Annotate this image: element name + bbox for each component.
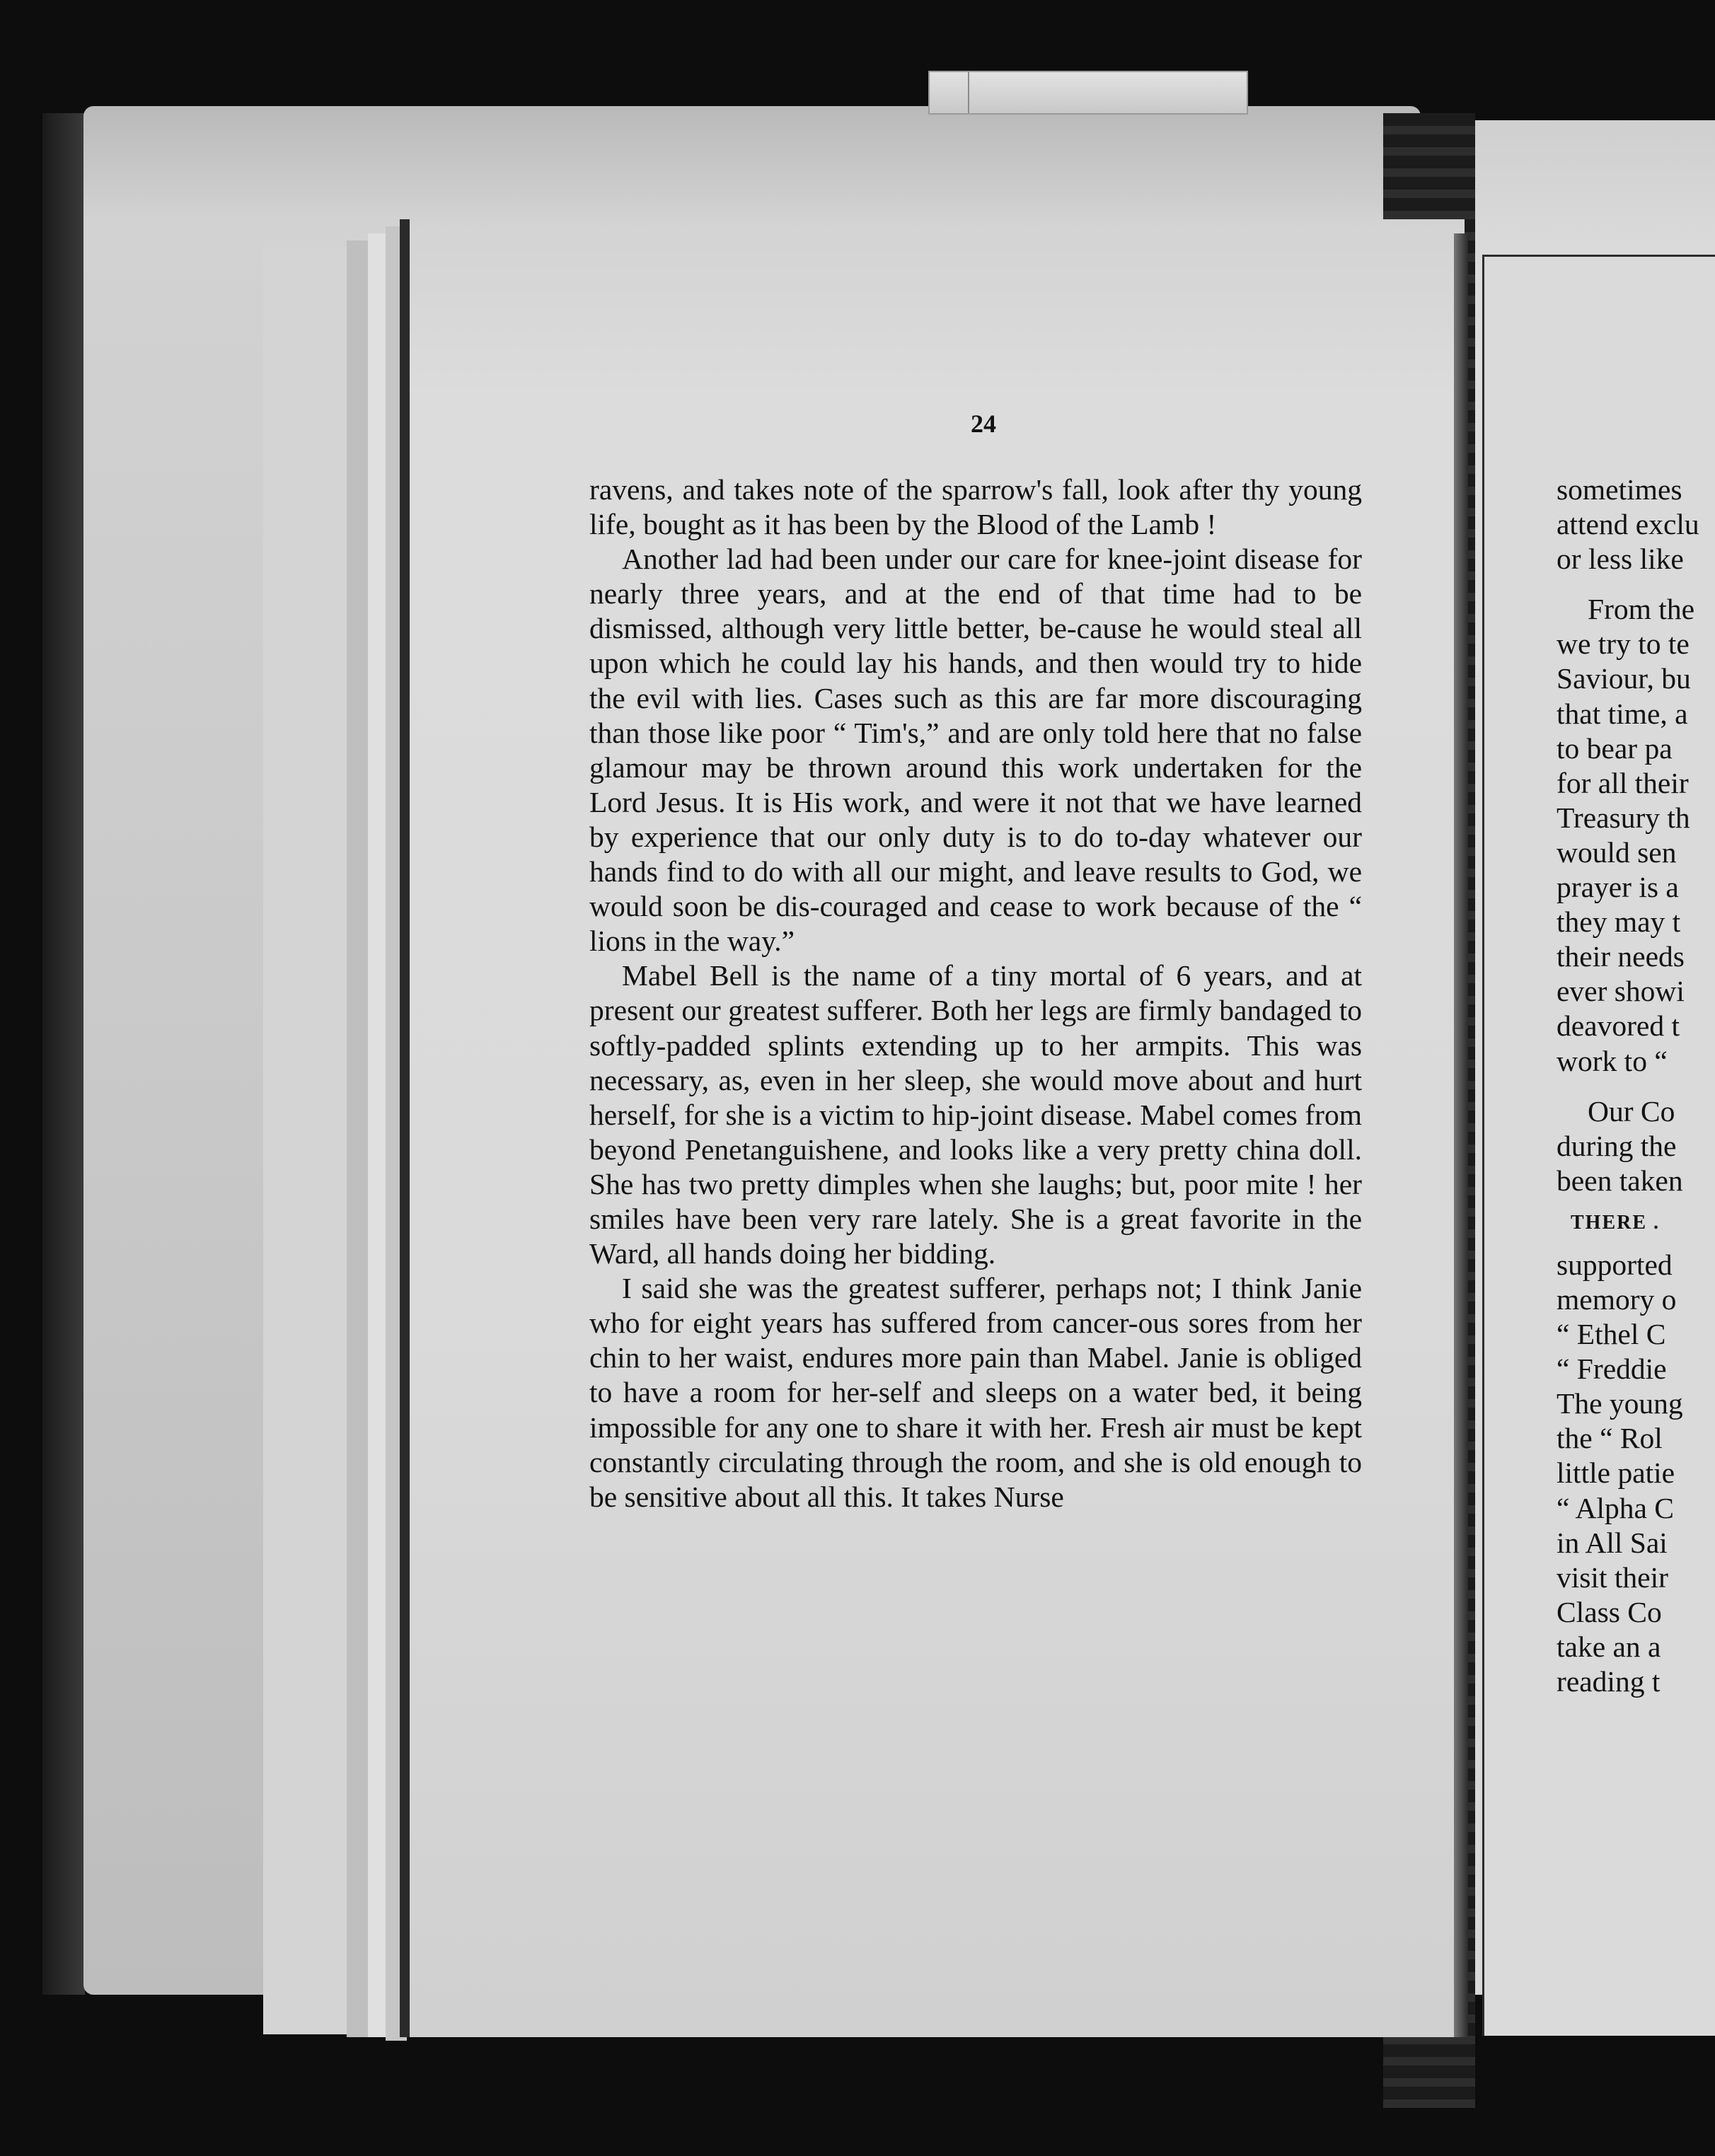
facing-line: visit their bbox=[1557, 1560, 1668, 1594]
section-heading: THERE . bbox=[1571, 1211, 1661, 1234]
facing-line: or less like bbox=[1557, 543, 1684, 576]
facing-page-text bbox=[1557, 473, 1715, 1699]
facing-line: Treasury th bbox=[1557, 801, 1690, 834]
facing-line: in All Sai bbox=[1557, 1526, 1668, 1559]
facing-line: memory o bbox=[1557, 1282, 1677, 1316]
paragraph: Another lad had been under our care for knee-joint disease for nearly three years, and at the end of that time had to be dismissed, although very little better, be-cause he would steal all upon which he could lay his hands, and then would try to hide the evil with lies. Cases such as this are far more discouraging than those like poor “ Tim's,” and are only told here that no false glamour may be thrown around this work undertaken for the Lord Jesus. It is His work, and were it not that we have learned by experience that our only duty is to do to-day whatever our hands find to do with all our might, and leave results to God, we would soon be dis-couraged and cease to work because of the “ lions in the way.” bbox=[589, 543, 1362, 958]
facing-line: deavored t bbox=[1557, 1009, 1680, 1043]
facing-line: would sen bbox=[1557, 835, 1677, 869]
facing-line: for all their bbox=[1557, 766, 1689, 799]
facing-line: Class Co bbox=[1557, 1595, 1662, 1628]
facing-line: their needs bbox=[1557, 940, 1685, 973]
facing-line: The young bbox=[1557, 1387, 1683, 1420]
facing-line: ever showi bbox=[1557, 975, 1685, 1008]
paragraph: I said she was the greatest sufferer, perhaps not; I think Janie who for eight years has suffered from cancer-ous sores from her chin to her waist, endures more pain than Mabel. Janie is obliged to have a room for her-self and sleeps on a water bed, it being impossible for any one to share it with her. Fresh air must be kept constantly circulating through the room, and she is old enough to be sensitive about all this. It takes Nurse bbox=[589, 1272, 1362, 1513]
facing-line: they may t bbox=[1557, 905, 1681, 939]
facing-line: Our Co bbox=[1588, 1094, 1675, 1128]
facing-line: we try to te bbox=[1557, 627, 1690, 661]
facing-line: sometimes bbox=[1557, 473, 1682, 506]
facing-line: “ Ethel C bbox=[1557, 1318, 1666, 1351]
facing-line: “ Alpha C bbox=[1557, 1491, 1674, 1524]
book-shadow bbox=[42, 113, 85, 1995]
page-body-text bbox=[589, 473, 1362, 1514]
facing-line: been taken bbox=[1557, 1164, 1683, 1197]
facing-line: Saviour, bu bbox=[1557, 662, 1691, 695]
facing-line: reading t bbox=[1557, 1665, 1661, 1698]
facing-line: work to “ bbox=[1557, 1044, 1668, 1077]
facing-line: during the bbox=[1557, 1129, 1677, 1162]
facing-line: supported bbox=[1557, 1248, 1673, 1281]
facing-line: little patie bbox=[1557, 1456, 1675, 1490]
facing-line: the “ Rol bbox=[1557, 1422, 1663, 1455]
facing-line: From the bbox=[1588, 593, 1695, 626]
paragraph: ravens, and takes note of the sparrow's fall, look after thy young life, bought as it has been by the Blood of the Lamb ! bbox=[589, 473, 1362, 541]
facing-line: take an a bbox=[1557, 1630, 1661, 1663]
facing-line: “ Freddie bbox=[1557, 1352, 1667, 1386]
facing-line: prayer is a bbox=[1557, 871, 1679, 904]
facing-line: that time, a bbox=[1557, 697, 1688, 730]
facing-line: to bear pa bbox=[1557, 731, 1673, 765]
facing-line: attend exclu bbox=[1557, 508, 1699, 541]
paragraph: Mabel Bell is the name of a tiny mortal of 6 years, and at present our greatest sufferer. Both her legs are firmly bandaged to softly-padded splints extending up to her armpits. This was necessary, as, even in her sleep, she would move about and hurt herself, for she is a victim to hip-joint disease. Mabel comes from beyond Penetanguishene, and looks like a very pretty china doll. She has two pretty dimples when she laughs; but, poor mite ! her smiles have been very rare lately. She is a great favorite in the Ward, all hands doing her bidding. bbox=[589, 959, 1362, 1270]
paper-slip bbox=[928, 71, 1248, 115]
page-number: 24 bbox=[971, 410, 996, 438]
page-gutter bbox=[1454, 233, 1468, 2037]
